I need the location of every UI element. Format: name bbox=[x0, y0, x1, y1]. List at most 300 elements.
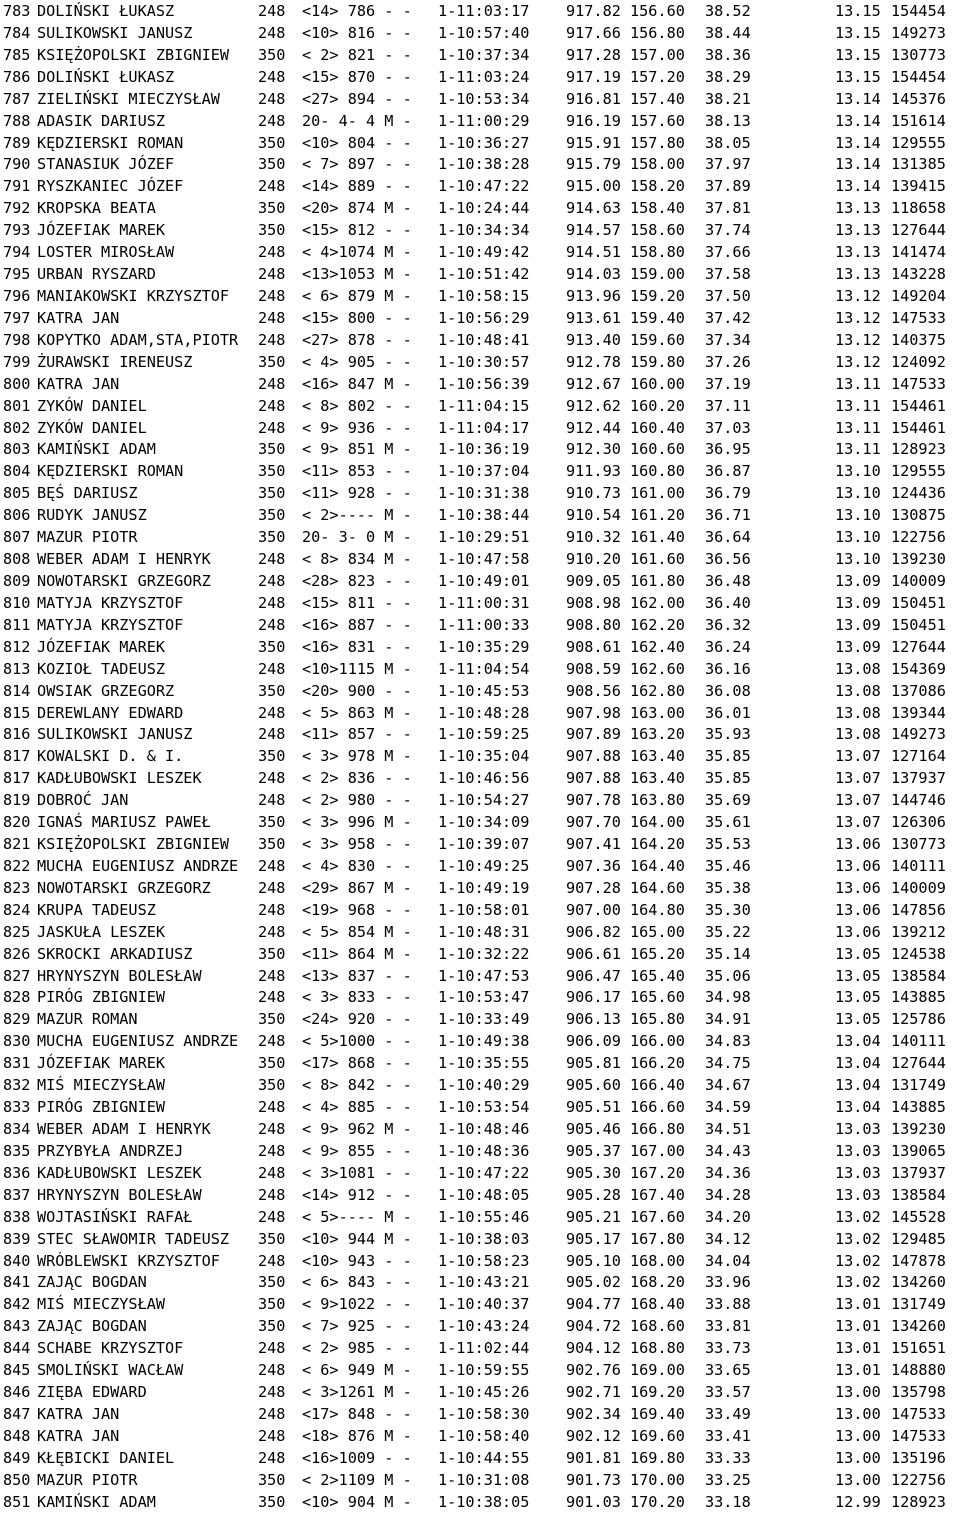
row-value-c: 13.07 bbox=[835, 769, 881, 788]
row-entry-info: <16> 831 - - bbox=[302, 637, 412, 656]
row-id: 147533 bbox=[891, 374, 946, 393]
row-value-a: 158.20 bbox=[630, 177, 685, 196]
row-speed: 905.81 bbox=[566, 1054, 621, 1073]
row-fancier-name: JÓZEFIAK MAREK bbox=[37, 1054, 166, 1073]
row-value-a: 161.80 bbox=[630, 571, 685, 590]
table-row bbox=[3, 1492, 960, 1514]
table-row bbox=[3, 220, 960, 242]
row-fancier-name: KAMIŃSKI ADAM bbox=[37, 440, 156, 459]
table-row bbox=[3, 615, 960, 637]
row-speed: 906.47 bbox=[566, 966, 621, 985]
row-value-a: 168.60 bbox=[630, 1317, 685, 1336]
row-fancier-name: PIRÓG ZBIGNIEW bbox=[37, 1098, 166, 1117]
table-row bbox=[3, 1426, 960, 1448]
row-speed: 914.57 bbox=[566, 221, 621, 240]
row-position: 822 bbox=[3, 856, 31, 875]
row-section: 350 bbox=[258, 133, 286, 152]
row-entry-info: < 5> 854 M - bbox=[302, 922, 412, 941]
row-position: 804 bbox=[3, 462, 31, 481]
row-position: 835 bbox=[3, 1141, 31, 1160]
row-entry-info: <16>1009 - - bbox=[302, 1448, 412, 1467]
row-value-b: 34.20 bbox=[705, 1207, 751, 1226]
row-fancier-name: RYSZKANIEC JÓZEF bbox=[37, 177, 184, 196]
row-position: 836 bbox=[3, 1163, 31, 1182]
row-section: 248 bbox=[258, 1361, 286, 1380]
row-entry-info: < 4>1074 M - bbox=[302, 243, 412, 262]
row-fancier-name: NOWOTARSKI GRZEGORZ bbox=[37, 571, 211, 590]
row-entry-info: < 6> 949 M - bbox=[302, 1361, 412, 1380]
row-position: 788 bbox=[3, 111, 31, 130]
row-id: 128923 bbox=[891, 1492, 946, 1511]
row-entry-info: <10> 944 M - bbox=[302, 1229, 412, 1248]
row-value-c: 12.99 bbox=[835, 1492, 881, 1511]
row-position: 850 bbox=[3, 1470, 31, 1489]
row-id: 147856 bbox=[891, 900, 946, 919]
table-row bbox=[3, 1382, 960, 1404]
row-entry-info: <10>1115 M - bbox=[302, 659, 412, 678]
row-entry-info: <15> 870 - - bbox=[302, 67, 412, 86]
row-position: 826 bbox=[3, 944, 31, 963]
row-id: 149204 bbox=[891, 286, 946, 305]
row-value-b: 36.08 bbox=[705, 681, 751, 700]
row-arrival-time: 1-10:45:53 bbox=[438, 681, 530, 700]
row-value-a: 157.40 bbox=[630, 89, 685, 108]
row-section: 248 bbox=[258, 67, 286, 86]
row-value-c: 13.13 bbox=[835, 265, 881, 284]
row-fancier-name: URBAN RYSZARD bbox=[37, 265, 156, 284]
row-position: 784 bbox=[3, 23, 31, 42]
row-value-a: 167.60 bbox=[630, 1207, 685, 1226]
row-entry-info: < 9> 936 - - bbox=[302, 418, 412, 437]
row-speed: 902.12 bbox=[566, 1426, 621, 1445]
table-row bbox=[3, 790, 960, 812]
row-speed: 902.34 bbox=[566, 1405, 621, 1423]
row-position: 849 bbox=[3, 1448, 31, 1467]
row-value-b: 37.26 bbox=[705, 352, 751, 371]
row-id: 129555 bbox=[891, 462, 946, 481]
row-position: 805 bbox=[3, 484, 31, 503]
row-position: 817 bbox=[3, 769, 31, 788]
row-fancier-name: KOPYTKO ADAM,STA,PIOTR bbox=[37, 330, 239, 349]
row-fancier-name: IGNAŚ MARIUSZ PAWEŁ bbox=[37, 813, 211, 832]
row-arrival-time: 1-10:31:08 bbox=[438, 1470, 530, 1489]
row-arrival-time: 1-10:57:40 bbox=[438, 23, 530, 42]
row-entry-info: <24> 920 - - bbox=[302, 1010, 412, 1029]
table-row bbox=[3, 242, 960, 264]
row-fancier-name: MATYJA KRZYSZTOF bbox=[37, 593, 184, 612]
row-speed: 912.44 bbox=[566, 418, 621, 437]
row-position: 797 bbox=[3, 308, 31, 327]
row-fancier-name: OWSIAK GRZEGORZ bbox=[37, 681, 175, 700]
row-section: 248 bbox=[258, 900, 286, 919]
row-id: 130773 bbox=[891, 45, 946, 64]
row-value-a: 166.80 bbox=[630, 1120, 685, 1139]
row-arrival-time: 1-10:40:29 bbox=[438, 1076, 530, 1095]
row-position: 829 bbox=[3, 1010, 31, 1029]
row-value-a: 165.40 bbox=[630, 966, 685, 985]
row-value-a: 163.20 bbox=[630, 725, 685, 744]
row-fancier-name: STANASIUK JÓZEF bbox=[37, 155, 175, 174]
row-entry-info: < 9>1022 - - bbox=[302, 1295, 412, 1314]
row-section: 350 bbox=[258, 462, 286, 481]
row-speed: 905.28 bbox=[566, 1185, 621, 1204]
row-value-b: 37.03 bbox=[705, 418, 751, 437]
row-fancier-name: JÓZEFIAK MAREK bbox=[37, 221, 166, 240]
row-position: 827 bbox=[3, 966, 31, 985]
row-arrival-time: 1-10:38:05 bbox=[438, 1492, 530, 1511]
row-section: 350 bbox=[258, 1492, 286, 1511]
row-id: 154369 bbox=[891, 659, 946, 678]
row-arrival-time: 1-10:45:26 bbox=[438, 1383, 530, 1402]
row-id: 131385 bbox=[891, 155, 946, 174]
row-entry-info: <20> 874 M - bbox=[302, 199, 412, 218]
row-speed: 906.17 bbox=[566, 988, 621, 1007]
row-fancier-name: MIŚ MIECZYSŁAW bbox=[37, 1076, 166, 1095]
row-entry-info: <27> 878 - - bbox=[302, 330, 412, 349]
row-position: 794 bbox=[3, 243, 31, 262]
row-value-b: 33.88 bbox=[705, 1295, 751, 1314]
table-row bbox=[3, 966, 960, 988]
row-id: 129555 bbox=[891, 133, 946, 152]
row-fancier-name: RUDYK JANUSZ bbox=[37, 506, 147, 525]
row-id: 140009 bbox=[891, 571, 946, 590]
row-value-b: 33.41 bbox=[705, 1426, 751, 1445]
row-arrival-time: 1-10:48:28 bbox=[438, 703, 530, 722]
row-value-a: 165.60 bbox=[630, 988, 685, 1007]
row-value-a: 164.40 bbox=[630, 856, 685, 875]
row-value-c: 13.03 bbox=[835, 1120, 881, 1139]
row-speed: 904.77 bbox=[566, 1295, 621, 1314]
row-section: 350 bbox=[258, 45, 286, 64]
row-value-a: 170.20 bbox=[630, 1492, 685, 1511]
row-id: 139230 bbox=[891, 550, 946, 569]
row-id: 131749 bbox=[891, 1076, 946, 1095]
row-value-a: 159.20 bbox=[630, 286, 685, 305]
row-arrival-time: 1-10:49:01 bbox=[438, 571, 530, 590]
row-id: 143885 bbox=[891, 1098, 946, 1117]
row-position: 800 bbox=[3, 374, 31, 393]
row-value-c: 13.04 bbox=[835, 1032, 881, 1051]
row-section: 350 bbox=[258, 1295, 286, 1314]
row-arrival-time: 1-11:00:33 bbox=[438, 615, 530, 634]
row-position: 807 bbox=[3, 528, 31, 547]
row-fancier-name: MANIAKOWSKI KRZYSZTOF bbox=[37, 286, 230, 305]
table-row bbox=[3, 549, 960, 571]
row-speed: 910.73 bbox=[566, 484, 621, 503]
row-value-c: 13.08 bbox=[835, 681, 881, 700]
table-row bbox=[3, 527, 960, 549]
row-entry-info: <15> 812 - - bbox=[302, 221, 412, 240]
row-entry-info: <16> 887 - - bbox=[302, 615, 412, 634]
row-value-c: 13.14 bbox=[835, 133, 881, 152]
row-section: 248 bbox=[258, 922, 286, 941]
row-value-a: 167.80 bbox=[630, 1229, 685, 1248]
table-row bbox=[3, 505, 960, 527]
row-id: 131749 bbox=[891, 1295, 946, 1314]
row-entry-info: <13>1053 M - bbox=[302, 265, 412, 284]
row-arrival-time: 1-10:49:25 bbox=[438, 856, 530, 875]
row-fancier-name: STEC SŁAWOMIR TADEUSZ bbox=[37, 1229, 230, 1248]
row-arrival-time: 1-10:47:58 bbox=[438, 550, 530, 569]
row-fancier-name: PIRÓG ZBIGNIEW bbox=[37, 988, 166, 1007]
row-value-a: 163.80 bbox=[630, 791, 685, 810]
row-id: 140111 bbox=[891, 1032, 946, 1051]
row-value-c: 13.05 bbox=[835, 1010, 881, 1029]
row-speed: 906.13 bbox=[566, 1010, 621, 1029]
row-entry-info: < 3> 958 - - bbox=[302, 835, 412, 854]
row-arrival-time: 1-10:48:46 bbox=[438, 1120, 530, 1139]
row-arrival-time: 1-10:49:19 bbox=[438, 878, 530, 897]
row-section: 248 bbox=[258, 725, 286, 744]
row-value-a: 162.00 bbox=[630, 593, 685, 612]
table-row bbox=[3, 987, 960, 1009]
row-fancier-name: ZYKÓW DANIEL bbox=[37, 396, 147, 415]
row-value-a: 166.40 bbox=[630, 1076, 685, 1095]
row-speed: 910.32 bbox=[566, 528, 621, 547]
row-section: 248 bbox=[258, 769, 286, 788]
row-section: 248 bbox=[258, 374, 286, 393]
row-fancier-name: DOLIŃSKI ŁUKASZ bbox=[37, 2, 175, 20]
row-id: 141474 bbox=[891, 243, 946, 262]
row-entry-info: <20> 900 - - bbox=[302, 681, 412, 700]
row-position: 816 bbox=[3, 725, 31, 744]
row-arrival-time: 1-10:55:46 bbox=[438, 1207, 530, 1226]
row-speed: 912.30 bbox=[566, 440, 621, 459]
row-position: 809 bbox=[3, 571, 31, 590]
table-row bbox=[3, 67, 960, 89]
row-value-b: 33.18 bbox=[705, 1492, 751, 1511]
row-value-b: 36.56 bbox=[705, 550, 751, 569]
row-entry-info: <13> 837 - - bbox=[302, 966, 412, 985]
row-value-c: 13.09 bbox=[835, 637, 881, 656]
row-fancier-name: KATRA JAN bbox=[37, 308, 120, 327]
row-id: 139230 bbox=[891, 1120, 946, 1139]
row-section: 248 bbox=[258, 1339, 286, 1358]
table-row bbox=[3, 834, 960, 856]
row-speed: 908.56 bbox=[566, 681, 621, 700]
row-fancier-name: ZAJĄC BOGDAN bbox=[37, 1273, 147, 1292]
table-row bbox=[3, 308, 960, 330]
row-arrival-time: 1-10:38:28 bbox=[438, 155, 530, 174]
row-value-b: 33.25 bbox=[705, 1470, 751, 1489]
row-value-a: 170.00 bbox=[630, 1470, 685, 1489]
row-value-c: 13.02 bbox=[835, 1273, 881, 1292]
row-id: 124436 bbox=[891, 484, 946, 503]
row-section: 248 bbox=[258, 659, 286, 678]
row-value-b: 38.29 bbox=[705, 67, 751, 86]
row-entry-info: <10> 943 - - bbox=[302, 1251, 412, 1270]
row-id: 137937 bbox=[891, 1163, 946, 1182]
row-value-a: 160.00 bbox=[630, 374, 685, 393]
row-entry-info: < 3>1261 M - bbox=[302, 1383, 412, 1402]
table-row bbox=[3, 703, 960, 725]
row-section: 350 bbox=[258, 1010, 286, 1029]
row-speed: 910.54 bbox=[566, 506, 621, 525]
row-section: 248 bbox=[258, 396, 286, 415]
row-section: 248 bbox=[258, 593, 286, 612]
row-arrival-time: 1-10:24:44 bbox=[438, 199, 530, 218]
row-section: 350 bbox=[258, 1076, 286, 1095]
row-entry-info: < 9> 962 M - bbox=[302, 1120, 412, 1139]
row-speed: 908.98 bbox=[566, 593, 621, 612]
row-section: 248 bbox=[258, 550, 286, 569]
row-value-c: 13.06 bbox=[835, 900, 881, 919]
row-id: 139344 bbox=[891, 703, 946, 722]
row-value-c: 13.15 bbox=[835, 45, 881, 64]
row-value-c: 13.06 bbox=[835, 878, 881, 897]
row-position: 811 bbox=[3, 615, 31, 634]
row-value-c: 13.09 bbox=[835, 571, 881, 590]
row-position: 783 bbox=[3, 2, 31, 20]
row-arrival-time: 1-10:40:37 bbox=[438, 1295, 530, 1314]
row-id: 130875 bbox=[891, 506, 946, 525]
row-arrival-time: 1-10:47:22 bbox=[438, 1163, 530, 1182]
row-entry-info: < 4> 830 - - bbox=[302, 856, 412, 875]
row-fancier-name: KSIĘŻOPOLSKI ZBIGNIEW bbox=[37, 45, 230, 64]
row-value-b: 35.69 bbox=[705, 791, 751, 810]
row-position: 791 bbox=[3, 177, 31, 196]
table-row bbox=[3, 286, 960, 308]
row-value-a: 159.80 bbox=[630, 352, 685, 371]
row-position: 792 bbox=[3, 199, 31, 218]
row-speed: 912.62 bbox=[566, 396, 621, 415]
row-arrival-time: 1-10:56:39 bbox=[438, 374, 530, 393]
row-speed: 901.03 bbox=[566, 1492, 621, 1511]
row-speed: 908.59 bbox=[566, 659, 621, 678]
row-speed: 905.17 bbox=[566, 1229, 621, 1248]
table-row bbox=[3, 418, 960, 440]
row-value-b: 34.12 bbox=[705, 1229, 751, 1248]
row-speed: 907.00 bbox=[566, 900, 621, 919]
row-value-c: 13.11 bbox=[835, 374, 881, 393]
row-value-c: 13.13 bbox=[835, 221, 881, 240]
row-speed: 913.40 bbox=[566, 330, 621, 349]
table-row bbox=[3, 1185, 960, 1207]
row-fancier-name: KATRA JAN bbox=[37, 1405, 120, 1423]
row-position: 838 bbox=[3, 1207, 31, 1226]
row-section: 248 bbox=[258, 1405, 286, 1423]
row-value-c: 13.10 bbox=[835, 506, 881, 525]
row-section: 248 bbox=[258, 571, 286, 590]
row-section: 248 bbox=[258, 703, 286, 722]
row-arrival-time: 1-10:33:49 bbox=[438, 1010, 530, 1029]
row-value-b: 34.67 bbox=[705, 1076, 751, 1095]
row-section: 248 bbox=[258, 330, 286, 349]
row-id: 134260 bbox=[891, 1317, 946, 1336]
row-entry-info: <17> 848 - - bbox=[302, 1405, 412, 1423]
row-position: 810 bbox=[3, 593, 31, 612]
row-value-c: 13.04 bbox=[835, 1098, 881, 1117]
row-id: 140009 bbox=[891, 878, 946, 897]
row-arrival-time: 1-10:35:29 bbox=[438, 637, 530, 656]
row-entry-info: <16> 847 M - bbox=[302, 374, 412, 393]
row-speed: 909.05 bbox=[566, 571, 621, 590]
table-row bbox=[3, 571, 960, 593]
row-section: 350 bbox=[258, 835, 286, 854]
row-id: 151651 bbox=[891, 1339, 946, 1358]
row-entry-info: 20- 3- 0 M - bbox=[302, 528, 412, 547]
row-position: 848 bbox=[3, 1426, 31, 1445]
row-value-b: 36.48 bbox=[705, 571, 751, 590]
row-arrival-time: 1-10:43:24 bbox=[438, 1317, 530, 1336]
row-id: 127644 bbox=[891, 637, 946, 656]
row-speed: 908.80 bbox=[566, 615, 621, 634]
row-fancier-name: DOLIŃSKI ŁUKASZ bbox=[37, 67, 175, 86]
row-speed: 904.72 bbox=[566, 1317, 621, 1336]
row-value-b: 35.14 bbox=[705, 944, 751, 963]
row-section: 248 bbox=[258, 418, 286, 437]
row-entry-info: < 5> 863 M - bbox=[302, 703, 412, 722]
row-section: 248 bbox=[258, 1207, 286, 1226]
row-value-b: 35.38 bbox=[705, 878, 751, 897]
row-entry-info: < 6> 843 - - bbox=[302, 1273, 412, 1292]
row-id: 126306 bbox=[891, 813, 946, 832]
row-value-a: 160.80 bbox=[630, 462, 685, 481]
row-arrival-time: 1-10:53:34 bbox=[438, 89, 530, 108]
row-id: 154461 bbox=[891, 396, 946, 415]
row-entry-info: < 2> 985 - - bbox=[302, 1339, 412, 1358]
row-id: 137086 bbox=[891, 681, 946, 700]
row-speed: 902.71 bbox=[566, 1383, 621, 1402]
row-arrival-time: 1-10:35:04 bbox=[438, 747, 530, 766]
row-fancier-name: JÓZEFIAK MAREK bbox=[37, 637, 166, 656]
row-value-a: 165.80 bbox=[630, 1010, 685, 1029]
row-value-c: 13.15 bbox=[835, 23, 881, 42]
table-row bbox=[3, 637, 960, 659]
row-position: 801 bbox=[3, 396, 31, 415]
row-position: 798 bbox=[3, 330, 31, 349]
row-value-a: 159.40 bbox=[630, 308, 685, 327]
row-value-c: 13.01 bbox=[835, 1295, 881, 1314]
row-value-a: 158.00 bbox=[630, 155, 685, 174]
row-entry-info: <27> 894 - - bbox=[302, 89, 412, 108]
row-entry-info: < 2>1109 M - bbox=[302, 1470, 412, 1489]
row-entry-info: <11> 853 - - bbox=[302, 462, 412, 481]
row-fancier-name: MUCHA EUGENIUSZ ANDRZE bbox=[37, 1032, 239, 1051]
row-id: 139415 bbox=[891, 177, 946, 196]
row-value-a: 162.80 bbox=[630, 681, 685, 700]
row-id: 154454 bbox=[891, 67, 946, 86]
row-value-a: 158.40 bbox=[630, 199, 685, 218]
table-row bbox=[3, 1404, 960, 1426]
row-value-c: 13.03 bbox=[835, 1141, 881, 1160]
row-value-c: 13.14 bbox=[835, 155, 881, 174]
row-value-b: 38.05 bbox=[705, 133, 751, 152]
row-value-b: 37.97 bbox=[705, 155, 751, 174]
row-speed: 907.89 bbox=[566, 725, 621, 744]
row-id: 143228 bbox=[891, 265, 946, 284]
row-fancier-name: PRZYBYŁA ANDRZEJ bbox=[37, 1141, 184, 1160]
row-id: 143885 bbox=[891, 988, 946, 1007]
row-value-b: 35.22 bbox=[705, 922, 751, 941]
row-entry-info: <17> 868 - - bbox=[302, 1054, 412, 1073]
row-entry-info: < 2> 836 - - bbox=[302, 769, 412, 788]
row-speed: 917.82 bbox=[566, 2, 621, 20]
row-id: 125786 bbox=[891, 1010, 946, 1029]
row-id: 140111 bbox=[891, 856, 946, 875]
row-value-c: 13.12 bbox=[835, 286, 881, 305]
row-section: 248 bbox=[258, 286, 286, 305]
row-entry-info: < 5>---- M - bbox=[302, 1207, 412, 1226]
table-row bbox=[3, 89, 960, 111]
row-value-c: 13.06 bbox=[835, 922, 881, 941]
row-speed: 917.28 bbox=[566, 45, 621, 64]
row-id: 128923 bbox=[891, 440, 946, 459]
row-entry-info: <14> 912 - - bbox=[302, 1185, 412, 1204]
row-value-b: 35.61 bbox=[705, 813, 751, 832]
table-row bbox=[3, 1316, 960, 1338]
row-value-c: 13.06 bbox=[835, 835, 881, 854]
